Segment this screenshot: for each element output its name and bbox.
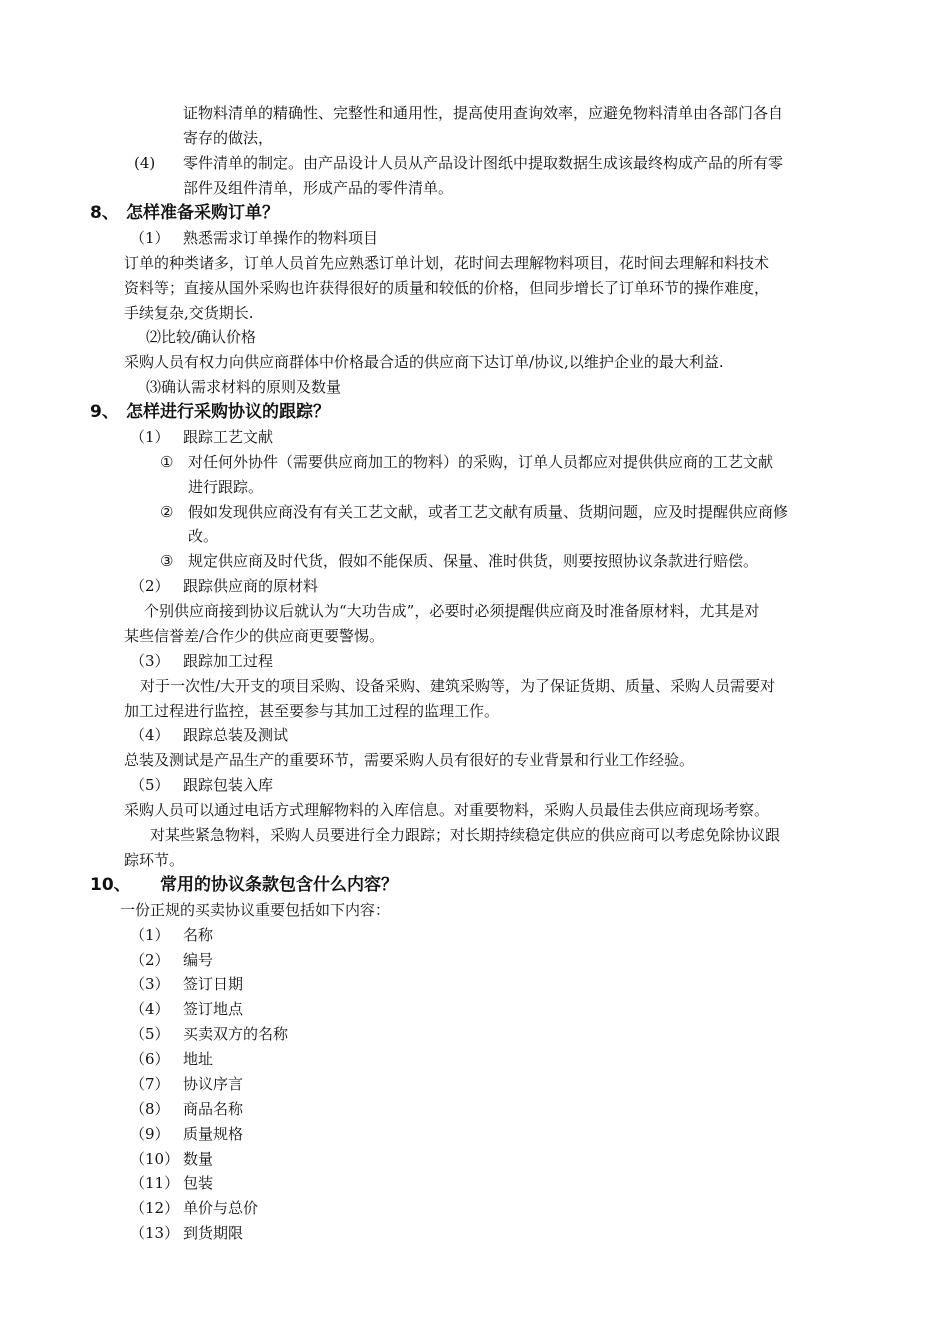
list-item: 协议序言 [183, 1075, 244, 1093]
paragraph-line: 进行跟踪。 [188, 478, 264, 496]
paragraph-line: 规定供应商及时代货，假如不能保质、保量、准时供货，则要按照协议条款进行赔偿。 [188, 552, 759, 570]
list-item: 单价与总价 [183, 1199, 259, 1217]
paragraph-line: 个别供应商接到协议后就认为“大功告成”，必要时必须提醒供应商及时准备原材料，尤其是对 [144, 602, 760, 620]
list-number: （5） [130, 1025, 170, 1043]
list-number: （1） [130, 428, 170, 446]
section-number: 10、 [90, 875, 131, 895]
list-item: 数量 [183, 1150, 214, 1168]
paragraph-line: 资料等；直接从国外采购也许获得很好的质量和较低的价格，但同步增长了订单环节的操作难度， [124, 279, 770, 297]
list-number: （3） [130, 975, 170, 993]
list-number: (4) [134, 154, 156, 172]
paragraph-line: 对于一次性/大开支的项目采购、设备采购、建筑采购等，为了保证货期、质量、采购人员需要对 [140, 677, 776, 695]
list-number: （9） [130, 1125, 170, 1143]
section-heading: 怎样准备采购订单？ [126, 203, 279, 223]
paragraph-line: 加工过程进行监控，甚至要参与其加工过程的监理工作。 [124, 702, 500, 720]
section-number: 9、 [90, 402, 119, 422]
list-number: （3） [130, 652, 170, 670]
section-heading: 常用的协议条款包含什么内容？ [160, 875, 398, 895]
subsection-title: 跟踪工艺文献 [183, 428, 274, 446]
paragraph-line: 某些信誉差/合作少的供应商更要警惕。 [124, 627, 385, 645]
list-number: （2） [130, 577, 170, 595]
paragraph-line: 总装及测试是产品生产的重要环节，需要采购人员有很好的专业背景和行业工作经验。 [124, 751, 695, 769]
list-number: （11） [130, 1174, 180, 1192]
list-item: 质量规格 [183, 1125, 244, 1143]
list-item: 到货期限 [183, 1224, 244, 1242]
list-number: （7） [130, 1075, 170, 1093]
paragraph-line: 证物料清单的精确性、完整性和通用性，提高使用查询效率，应避免物料清单由各部门各自 [183, 104, 784, 122]
circled-number: ② [160, 503, 174, 521]
paragraph-line: 采购人员可以通过电话方式理解物料的入库信息。对重要物料，采购人员最佳去供应商现场考察。 [124, 801, 770, 819]
paragraph-line: 订单的种类诸多，订单人员首先应熟悉订单计划，花时间去理解物料项目，花时间去理解和料技术 [124, 254, 770, 272]
paragraph-line: 踪环节。 [124, 851, 185, 869]
list-item: 签订日期 [183, 975, 244, 993]
list-number: （10） [130, 1150, 180, 1168]
paragraph-line: 手续复杂,交货期长. [124, 304, 254, 322]
list-number: （4） [130, 726, 170, 744]
subsection-title: 熟悉需求订单操作的物料项目 [183, 229, 379, 247]
section-number: 8、 [90, 203, 119, 223]
list-number: （5） [130, 776, 170, 794]
list-number: （12） [130, 1199, 180, 1217]
subsection-title: 跟踪总装及测试 [183, 726, 289, 744]
list-number: （8） [130, 1100, 170, 1118]
circled-number: ③ [160, 552, 174, 570]
list-item: 签订地点 [183, 1000, 244, 1018]
list-number: （1） [130, 926, 170, 944]
paragraph-line: 对某些紧急物料，采购人员要进行全力跟踪；对长期持续稳定供应的供应商可以考虑免除协议跟 [150, 826, 781, 844]
subsection-title: 跟踪加工过程 [183, 652, 274, 670]
list-item: 名称 [183, 926, 214, 944]
paragraph-line: 假如发现供应商没有有关工艺文献，或者工艺文献有质量、货期问题，应及时提醒供应商修 [188, 503, 789, 521]
subsection-title: ⑶确认需求材料的原则及数量 [146, 378, 342, 396]
list-number: （6） [130, 1050, 170, 1068]
paragraph-line: 寄存的做法， [183, 129, 274, 147]
list-number: （4） [130, 1000, 170, 1018]
paragraph-line: 对任何外协件（需要供应商加工的物料）的采购，订单人员都应对提供供应商的工艺文献 [188, 453, 774, 471]
paragraph-line: 部件及组件清单，形成产品的零件清单。 [183, 179, 454, 197]
paragraph-line: 零件清单的制定。由产品设计人员从产品设计图纸中提取数据生成该最终构成产品的所有零 [183, 154, 784, 172]
subsection-title: 跟踪包装入库 [183, 776, 274, 794]
list-item: 买卖双方的名称 [183, 1025, 289, 1043]
list-item: 商品名称 [183, 1100, 244, 1118]
list-item: 包装 [183, 1174, 214, 1192]
list-item: 地址 [183, 1050, 214, 1068]
paragraph-line: 采购人员有权力向供应商群体中价格最合适的供应商下达订单/协议,以维护企业的最大利益. [124, 353, 724, 371]
subsection-title: 跟踪供应商的原材料 [183, 577, 319, 595]
section-heading: 怎样进行采购协议的跟踪？ [126, 402, 330, 422]
list-item: 编号 [183, 951, 214, 969]
list-number: （2） [130, 951, 170, 969]
circled-number: ① [160, 453, 174, 471]
paragraph-line: 改。 [188, 527, 219, 545]
paragraph-line: 一份正规的买卖协议重要包括如下内容： [120, 901, 391, 919]
list-number: （1） [130, 229, 170, 247]
subsection-title: ⑵比较/确认价格 [146, 328, 257, 346]
list-number: （13） [130, 1224, 180, 1242]
